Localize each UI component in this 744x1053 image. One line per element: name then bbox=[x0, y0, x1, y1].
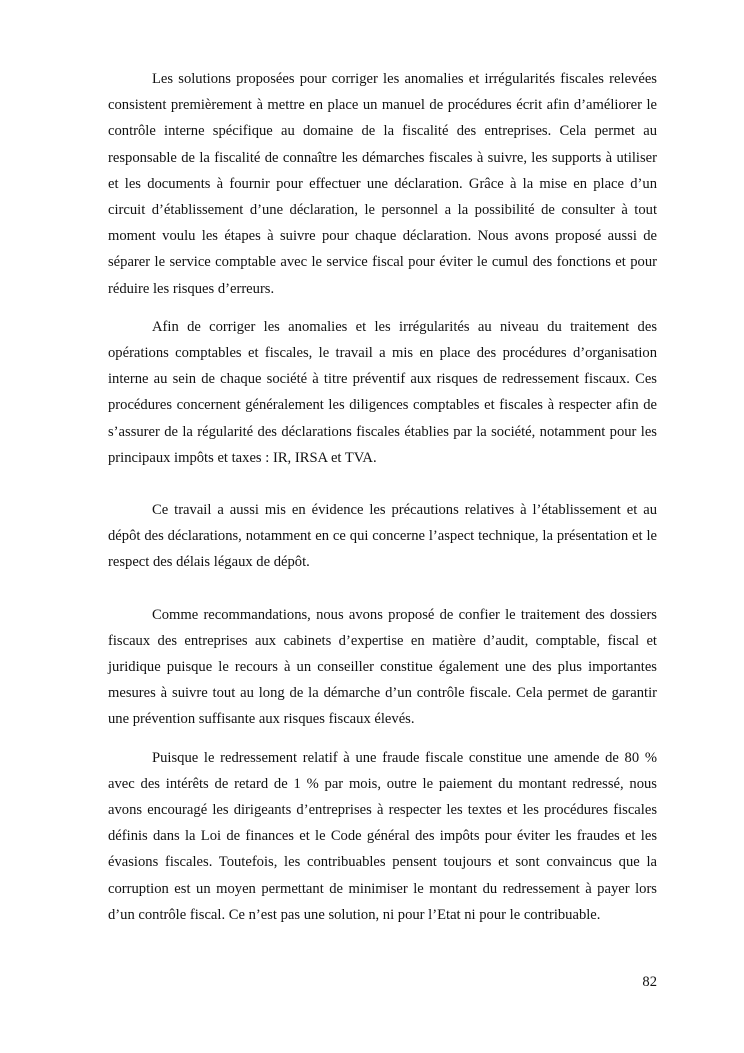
paragraph-fraud: Puisque le redressement relatif à une fraude fiscale constitue une amende de 80 % avec des intérêts de retard de 1 % par mois, outre le paiement du montant redressé, nous avons encouragé les dirigeants d’entreprises à respecter les textes et les procédures fiscales définis dans la Loi de finances et le Code général des impôts pour éviter les fraudes et les évasions fiscales. Toutefois, les contribuables pensent toujours et sont convaincus que la corruption est un moyen permettant de minimiser le montant du redressement à payer lors d’un contrôle fiscal. Ce n’est pas une solution, ni pour l’Etat ni pour le contribuable. bbox=[108, 749, 657, 923]
paragraph-spacer bbox=[108, 733, 657, 745]
body-text bbox=[108, 66, 657, 928]
paragraph-corrections: Afin de corriger les anomalies et les irrégularités au niveau du traitement des opérations comptables et fiscales, le travail a mis en place des procédures d’organisation interne au sein de chaque société à titre préventif aux risques de redressement fiscaux. Ces procédures concernent généralement les diligences comptables et fiscales à respecter afin de s’assurer de la régularité des déclarations fiscales établies par la société, notamment pour les principaux impôts et taxes : IR, IRSA et TVA. bbox=[108, 318, 657, 466]
paragraph-spacer bbox=[108, 576, 657, 602]
paragraph-recommendations: Comme recommandations, nous avons proposé de confier le traitement des dossiers fiscaux des entreprises aux cabinets d’expertise en matière d’audit, comptable, fiscal et juridique puisque le recours à un conseiller constitue également une des plus importantes mesures à suivre tout au long de la démarche d’un contrôle fiscale. Cela permet de garantir une prévention suffisante aux risques fiscaux élevés. bbox=[108, 606, 657, 728]
page-number: 82 bbox=[642, 974, 657, 990]
paragraph-solutions: Les solutions proposées pour corriger les anomalies et irrégularités fiscales relevées consistent premièrement à mettre en place un manuel de procédures écrit afin d’améliorer le contrôle interne spécifique au domaine de la fiscalité des entreprises. Cela permet au responsable de la fiscalité de connaître les démarches fiscales à suivre, les supports à utiliser et les documents à fournir pour effectuer une déclaration. Grâce à la mise en place d’un circuit d’établissement d’une déclaration, le personnel a la possibilité de consulter à tout moment voulu les étapes à suivre pour chaque déclaration. Nous avons proposé aussi de séparer le service comptable avec le service fiscal pour éviter le cumul des fonctions et pour réduire les risques d’erreurs. bbox=[108, 71, 657, 297]
paragraph-spacer bbox=[108, 471, 657, 497]
paragraph-precautions: Ce travail a aussi mis en évidence les précautions relatives à l’établissement et au dépôt des déclarations, notamment en ce qui concerne l’aspect technique, la présentation et le respect des délais légaux de dépôt. bbox=[108, 502, 657, 571]
paragraph-spacer bbox=[108, 302, 657, 314]
